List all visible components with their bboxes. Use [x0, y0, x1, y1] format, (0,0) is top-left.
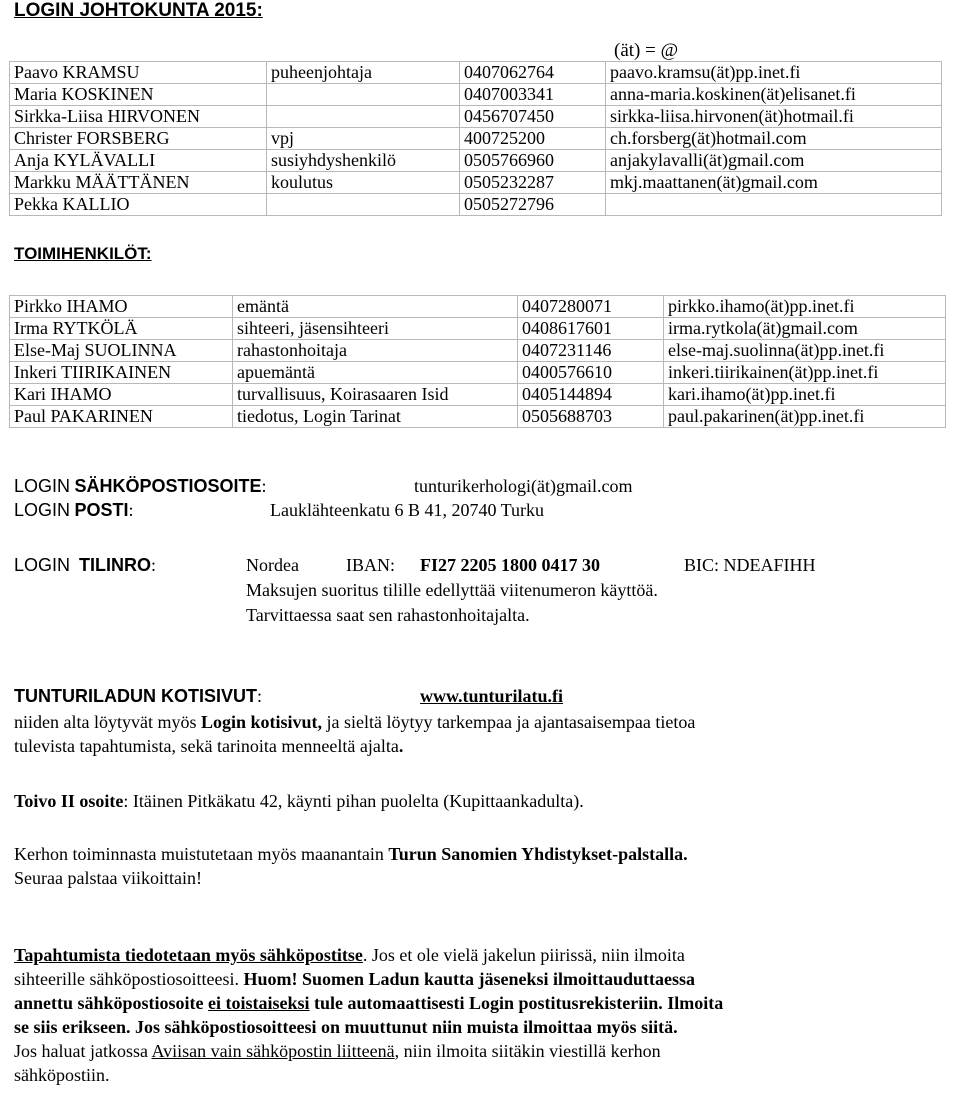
cell-email: anjakylavalli(ät)gmail.com	[606, 150, 942, 172]
cell-phone: 0505232287	[460, 172, 606, 194]
cell-phone: 0456707450	[460, 106, 606, 128]
cell-phone: 0400576610	[518, 362, 664, 384]
cell-email: anna-maria.koskinen(ät)elisanet.fi	[606, 84, 942, 106]
cell-phone: 0505766960	[460, 150, 606, 172]
cell-name: Maria KOSKINEN	[10, 84, 267, 106]
cell-phone: 0407280071	[518, 296, 664, 318]
bank-name: Nordea	[246, 555, 299, 575]
cell-phone: 400725200	[460, 128, 606, 150]
cell-phone: 0505272796	[460, 194, 606, 216]
cell-phone: 0505688703	[518, 406, 664, 428]
cell-role: turvallisuus, Koirasaaren Isid	[233, 384, 518, 406]
cell-phone: 0407003341	[460, 84, 606, 106]
login-email-value: tunturikerhologi(ät)gmail.com	[414, 476, 633, 496]
page-title: LOGIN JOHTOKUNTA 2015:	[14, 0, 263, 21]
cell-phone: 0407231146	[518, 340, 664, 362]
cell-role: koulutus	[267, 172, 460, 194]
official-row	[10, 384, 946, 406]
board-member-row	[10, 128, 942, 150]
cell-name: Christer FORSBERG	[10, 128, 267, 150]
board-table	[9, 61, 942, 216]
cell-phone: 0405144894	[518, 384, 664, 406]
board-member-row	[10, 106, 942, 128]
homepage-link[interactable]: www.tunturilatu.fi	[420, 686, 564, 706]
officials-heading: TOIMIHENKILÖT:	[14, 244, 152, 263]
official-row	[10, 406, 946, 428]
board-member-row	[10, 172, 942, 194]
official-row	[10, 318, 946, 340]
account-note-2: Tarvittaessa saat sen rahastonhoitajalta.	[246, 605, 530, 625]
email-label: LOGIN SÄHKÖPOSTIOSOITE:	[14, 476, 267, 496]
cell-email: irma.rytkola(ät)gmail.com	[664, 318, 946, 340]
cell-email	[606, 194, 942, 216]
cell-role: rahastonhoitaja	[233, 340, 518, 362]
cell-role: vpj	[267, 128, 460, 150]
reminder-text: Kerhon toiminnasta muistutetaan myös maanantain Turun Sanomien Yhdistykset-palstalla. Seuraa palstaa viikoittain!	[14, 844, 688, 888]
official-row	[10, 296, 946, 318]
account-label: LOGIN TILINRO:	[14, 555, 157, 575]
cell-email: inkeri.tiirikainen(ät)pp.inet.fi	[664, 362, 946, 384]
cell-email: paul.pakarinen(ät)pp.inet.fi	[664, 406, 946, 428]
cell-phone: 0407062764	[460, 62, 606, 84]
cell-email: mkj.maattanen(ät)gmail.com	[606, 172, 942, 194]
cell-role	[267, 84, 460, 106]
post-address: Lauklähteenkatu 6 B 41, 20740 Turku	[270, 500, 544, 520]
toivo-address: Toivo II osoite: Itäinen Pitkäkatu 42, käynti pihan puolelta (Kupittaankadulta).	[14, 791, 584, 811]
cell-phone: 0408617601	[518, 318, 664, 340]
cell-name: Kari IHAMO	[10, 384, 233, 406]
iban-label: IBAN:	[346, 555, 395, 575]
cell-name: Sirkka-Liisa HIRVONEN	[10, 106, 267, 128]
board-member-row	[10, 194, 942, 216]
cell-role: apuemäntä	[233, 362, 518, 384]
iban-value: FI27 2205 1800 0417 30	[420, 555, 600, 575]
official-row	[10, 340, 946, 362]
cell-role: emäntä	[233, 296, 518, 318]
cell-role	[267, 106, 460, 128]
account-note-1: Maksujen suoritus tilille edellyttää viitenumeron käyttöä.	[246, 580, 658, 600]
cell-name: Else-Maj SUOLINNA	[10, 340, 233, 362]
board-member-row	[10, 84, 942, 106]
cell-email: sirkka-liisa.hirvonen(ät)hotmail.fi	[606, 106, 942, 128]
cell-name: Inkeri TIIRIKAINEN	[10, 362, 233, 384]
cell-email: kari.ihamo(ät)pp.inet.fi	[664, 384, 946, 406]
cell-role: puheenjohtaja	[267, 62, 460, 84]
cell-role: susiyhdyshenkilö	[267, 150, 460, 172]
at-sign-note: (ät) = @	[614, 40, 679, 61]
cell-role	[267, 194, 460, 216]
bic-value: BIC: NDEAFIHH	[684, 555, 816, 575]
cell-email: pirkko.ihamo(ät)pp.inet.fi	[664, 296, 946, 318]
cell-name: Paul PAKARINEN	[10, 406, 233, 428]
cell-name: Pirkko IHAMO	[10, 296, 233, 318]
officials-table	[9, 295, 946, 428]
email-notice: Tapahtumista tiedotetaan myös sähköpostitse. Jos et ole vielä jakelun piirissä, niin ilmoita sihteerille sähköpostiosoitteesi. Huom! Suomen Ladun kautta jäseneksi ilmoittauduttaessa annettu sähköpostiosoite ei toistaiseksi tule automaattisesti Login postitusrekisteriin. Ilmoita se siis erikseen. Jos sähköpostiosoitteesi on muuttunut niin muista ilmoittaa myös siitä. Jos haluat jatkossa Aviisan vain sähköpostin liitteenä, niin ilmoita siitäkin viestillä kerhon sähköpostiin.	[14, 945, 724, 1085]
board-member-row	[10, 62, 942, 84]
cell-role: sihteeri, jäsensihteeri	[233, 318, 518, 340]
cell-name: Markku MÄÄTTÄNEN	[10, 172, 267, 194]
post-label: LOGIN POSTI:	[14, 500, 134, 520]
official-row	[10, 362, 946, 384]
homepage-text: niiden alta löytyvät myös Login kotisivut, ja sieltä löytyy tarkempaa ja ajantasaisempaa tietoa tulevista tapahtumista, sekä tarinoita menneeltä ajalta.	[14, 712, 696, 756]
cell-name: Pekka KALLIO	[10, 194, 267, 216]
cell-name: Paavo KRAMSU	[10, 62, 267, 84]
cell-name: Anja KYLÄVALLI	[10, 150, 267, 172]
cell-email: paavo.kramsu(ät)pp.inet.fi	[606, 62, 942, 84]
homepage-label: TUNTURILADUN KOTISIVUT:	[14, 686, 262, 706]
cell-email: ch.forsberg(ät)hotmail.com	[606, 128, 942, 150]
board-member-row	[10, 150, 942, 172]
cell-email: else-maj.suolinna(ät)pp.inet.fi	[664, 340, 946, 362]
cell-role: tiedotus, Login Tarinat	[233, 406, 518, 428]
cell-name: Irma RYTKÖLÄ	[10, 318, 233, 340]
